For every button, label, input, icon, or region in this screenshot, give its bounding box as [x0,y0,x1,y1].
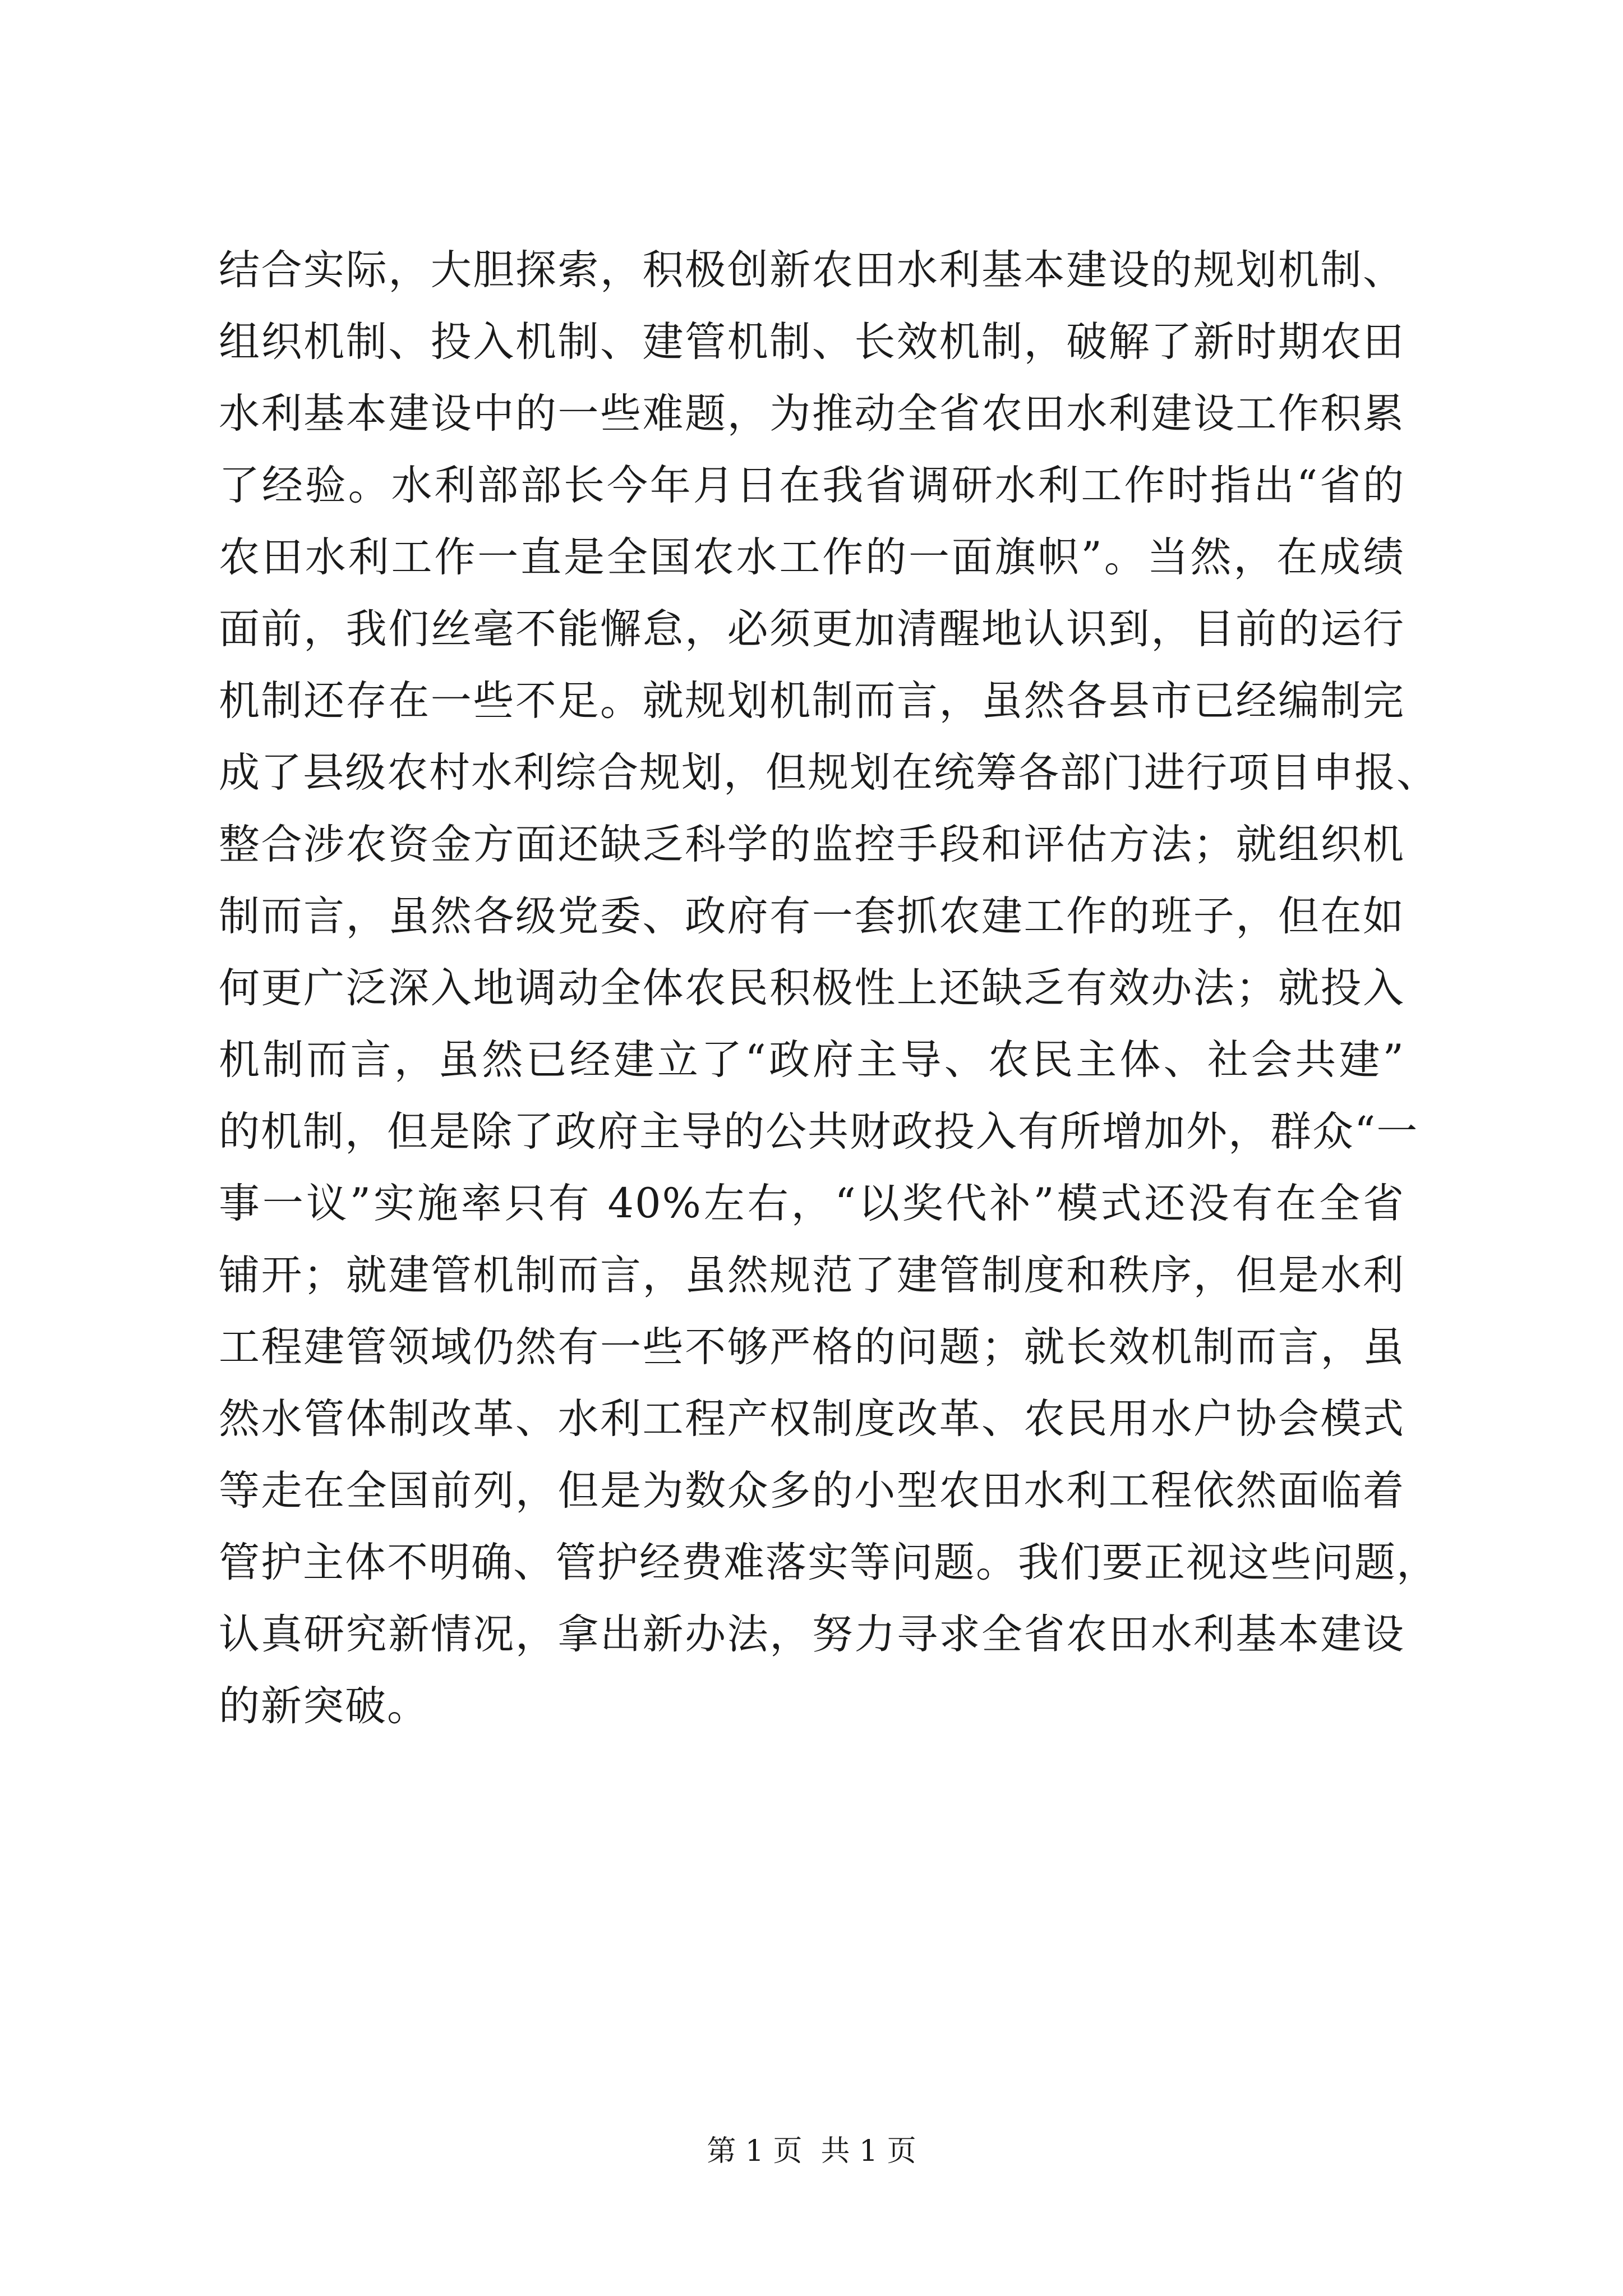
text-line: 管护主体不明确、管护经费难落实等问题。我们要正视这些问题， [219,1539,1438,1586]
text-line: 然水管体制改革、水利工程产权制度改革、农民用水户协会模式 [219,1395,1405,1443]
text-line: 认真研究新情况，拿出新办法，努力寻求全省农田水利基本建设 [219,1611,1405,1658]
text-line: 事一议”实施率只有 40%左右，“以奖代补”模式还没有在全省 [219,1180,1405,1227]
text-line: 结合实际，大胆探索，积极创新农田水利基本建设的规划机制、 [219,246,1405,294]
text-line: 组织机制、投入机制、建管机制、长效机制，破解了新时期农田 [219,318,1405,366]
text-line: 面前，我们丝毫不能懈怠，必须更加清醒地认识到，目前的运行 [219,605,1405,653]
text-line: 成了县级农村水利综合规划，但规划在统筹各部门进行项目申报、 [219,749,1438,797]
page-footer [0,2132,1623,2171]
text-line: 工程建管领域仍然有一些不够严格的问题；就长效机制而言，虽 [219,1323,1405,1371]
text-line: 的新突破。 [219,1682,429,1730]
text-line: 铺开；就建管机制而言，虽然规范了建管制度和秩序，但是水利 [219,1251,1405,1299]
text-line: 等走在全国前列，但是为数众多的小型农田水利工程依然面临着 [219,1467,1405,1515]
text-line: 机制还存在一些不足。就规划机制而言，虽然各县市已经编制完 [219,677,1405,725]
body-paragraph [219,234,1438,1742]
text-line: 农田水利工作一直是全国农水工作的一面旗帜”。当然，在成绩 [219,533,1405,581]
text-line: 何更广泛深入地调动全体农民积极性上还缺乏有效办法；就投入 [219,964,1405,1012]
text-line: 水利基本建设中的一些难题，为推动全省农田水利建设工作积累 [219,390,1405,438]
text-line: 机制而言，虽然已经建立了“政府主导、农民主体、社会共建” [219,1036,1405,1084]
text-line: 了经验。水利部部长今年月日在我省调研水利工作时指出“省的 [219,462,1405,509]
text-line: 整合涉农资金方面还缺乏科学的监控手段和评估方法；就组织机 [219,821,1405,868]
page-number: 第 1 页 共 1 页 [707,2134,916,2168]
text-line: 的机制，但是除了政府主导的公共财政投入有所增加外，群众“一 [219,1108,1419,1156]
text-line: 制而言，虽然各级党委、政府有一套抓农建工作的班子，但在如 [219,892,1405,940]
